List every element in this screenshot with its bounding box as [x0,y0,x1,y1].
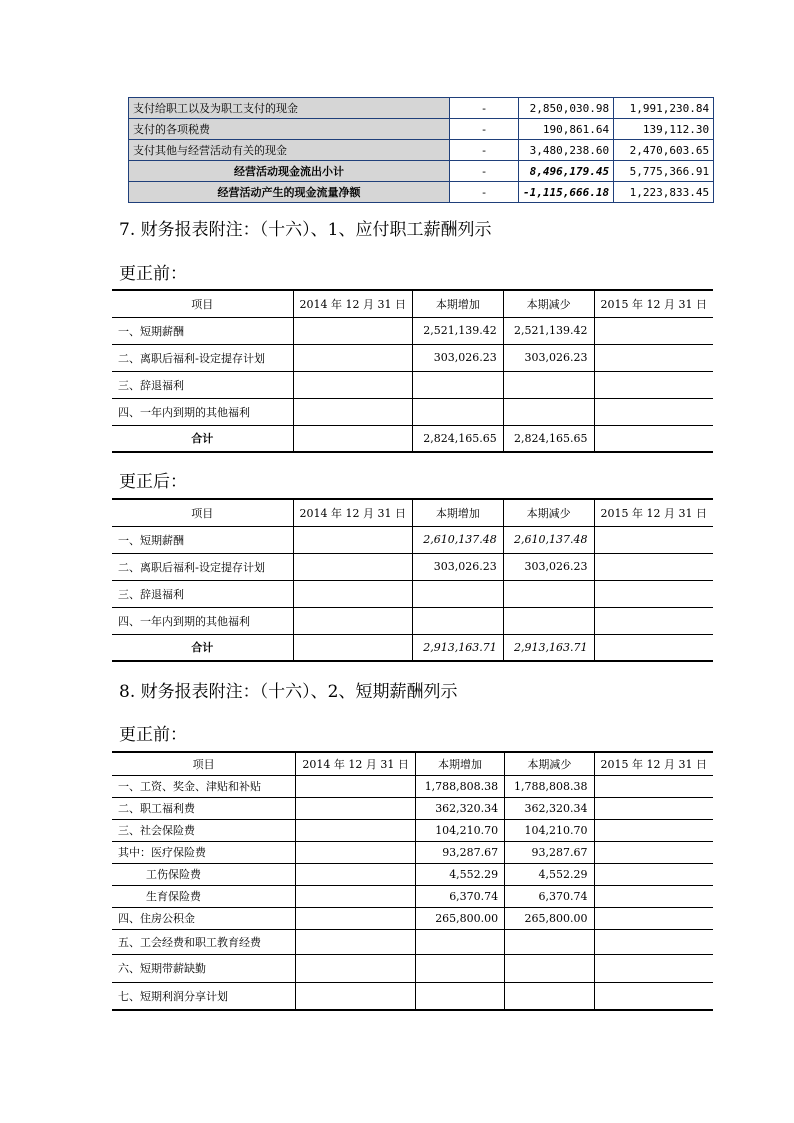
row-label: 三、辞退福利 [112,371,293,398]
cell: 93,287.67 [415,841,504,863]
row-label: 六、短期带薪缺勤 [112,954,296,982]
cell [296,885,415,907]
column-header: 本期增加 [413,499,504,526]
cell: 2,824,165.65 [503,425,594,452]
cell: 139,112.30 [614,119,714,140]
column-header: 本期减少 [503,499,594,526]
cell [293,425,412,452]
row-label: 一、短期薪酬 [112,317,293,344]
cell [415,982,504,1010]
table-total-row [112,634,713,661]
table-row [129,161,714,182]
row-label: 合计 [112,634,293,661]
cell [293,371,412,398]
cell [296,819,415,841]
table-row [112,863,713,885]
column-header: 项目 [112,499,293,526]
table-row [129,98,714,119]
cell [505,954,594,982]
cell: 2,913,163.71 [413,634,504,661]
cell: 2,521,139.42 [413,317,504,344]
table-row [112,553,713,580]
cell [594,797,713,819]
cell: - [450,182,519,203]
row-label: 三、社会保险费 [112,819,296,841]
cell [293,553,412,580]
row-label: 二、职工福利费 [112,797,296,819]
cell: 1,788,808.38 [415,775,504,797]
cell [594,553,713,580]
row-label: 其中：医疗保险费 [112,841,296,863]
cell [293,634,412,661]
cell: 190,861.64 [519,119,614,140]
cell: 1,223,833.45 [614,182,714,203]
column-header: 本期减少 [505,752,594,775]
table-row [112,371,713,398]
row-label: 工伤保险费 [112,863,296,885]
table-row [129,182,714,203]
before-label: 更正前： [119,264,187,284]
cell [503,607,594,634]
table-row [112,797,713,819]
table-row [112,954,713,982]
cell [594,607,713,634]
cell [296,907,415,929]
column-header: 2014 年 12 月 31 日 [293,290,412,317]
cell: 265,800.00 [505,907,594,929]
table-row [112,317,713,344]
cell: 104,210.70 [415,819,504,841]
cell [413,580,504,607]
table-row [112,841,713,863]
short-term-salary-table [112,751,713,1011]
column-header: 2015 年 12 月 31 日 [594,499,713,526]
cell [503,398,594,425]
cell [594,398,713,425]
cell: 93,287.67 [505,841,594,863]
salary-table-after [112,498,713,662]
cell [293,580,412,607]
cell: 4,552.29 [505,863,594,885]
cell: 2,913,163.71 [503,634,594,661]
cashflow-table [128,97,714,203]
cell [594,929,713,954]
table-header-row [112,752,713,775]
cell [594,954,713,982]
cell [594,317,713,344]
cell [594,580,713,607]
column-header: 本期减少 [503,290,594,317]
table-row [112,775,713,797]
cell [594,775,713,797]
cell [594,819,713,841]
cell [594,841,713,863]
cell: - [450,119,519,140]
cell: 303,026.23 [503,553,594,580]
cell [415,929,504,954]
cell [415,954,504,982]
table-header-row [112,499,713,526]
cell: 3,480,238.60 [519,140,614,161]
cell [413,607,504,634]
cell [296,954,415,982]
cell [594,982,713,1010]
section-8-heading: 8. 财务报表附注：（十六）、2、短期薪酬列示 [119,682,458,702]
cell [503,371,594,398]
cell: 2,470,603.65 [614,140,714,161]
cell: 1,788,808.38 [505,775,594,797]
cell: 303,026.23 [503,344,594,371]
table-row [112,344,713,371]
cell: -1,115,666.18 [519,182,614,203]
after-label: 更正后： [119,472,187,492]
cell [296,775,415,797]
row-label: 五、工会经费和职工教育经费 [112,929,296,954]
cell [594,344,713,371]
row-label: 七、短期利润分享计划 [112,982,296,1010]
salary-table-before [112,289,713,453]
cell [296,982,415,1010]
cell: 303,026.23 [413,344,504,371]
row-label: 一、短期薪酬 [112,526,293,553]
cell: 2,824,165.65 [413,425,504,452]
cell [594,425,713,452]
cell: 303,026.23 [413,553,504,580]
cell: 104,210.70 [505,819,594,841]
cell [505,982,594,1010]
row-label: 合计 [112,425,293,452]
table-row [112,398,713,425]
cell: - [450,161,519,182]
cell [413,371,504,398]
cell [293,317,412,344]
column-header: 本期增加 [415,752,504,775]
cell: 5,775,366.91 [614,161,714,182]
cell: 6,370.74 [505,885,594,907]
table-header-row [112,290,713,317]
cell: 1,991,230.84 [614,98,714,119]
cell: 265,800.00 [415,907,504,929]
column-header: 2015 年 12 月 31 日 [594,290,713,317]
column-header: 2015 年 12 月 31 日 [594,752,713,775]
cell [505,929,594,954]
table-row [112,580,713,607]
table-row [112,885,713,907]
cell: 362,320.34 [505,797,594,819]
cell [503,580,594,607]
row-label: 经营活动产生的现金流量净额 [129,182,450,203]
cell [293,398,412,425]
cell: 2,610,137.48 [503,526,594,553]
cell [296,841,415,863]
cell: 2,521,139.42 [503,317,594,344]
column-header: 项目 [112,290,293,317]
table-row [112,929,713,954]
column-header: 项目 [112,752,296,775]
table-row [129,140,714,161]
cell [296,863,415,885]
row-label: 四、一年内到期的其他福利 [112,398,293,425]
table-row [112,526,713,553]
cell [293,607,412,634]
cell [594,634,713,661]
row-label: 三、辞退福利 [112,580,293,607]
cell: 2,850,030.98 [519,98,614,119]
row-label: 一、工资、奖金、津贴和补贴 [112,775,296,797]
cell [594,371,713,398]
cell [594,885,713,907]
cell: 6,370.74 [415,885,504,907]
cell [413,398,504,425]
column-header: 2014 年 12 月 31 日 [293,499,412,526]
table-row [112,607,713,634]
cell [293,344,412,371]
row-label: 二、离职后福利-设定提存计划 [112,553,293,580]
column-header: 本期增加 [413,290,504,317]
cell [296,929,415,954]
before-label: 更正前： [119,725,187,745]
row-label: 支付给职工以及为职工支付的现金 [129,98,450,119]
cell [594,863,713,885]
table-total-row [112,425,713,452]
row-label: 经营活动现金流出小计 [129,161,450,182]
table-row [129,119,714,140]
table-row [112,982,713,1010]
table-row [112,819,713,841]
cell [594,526,713,553]
row-label: 四、住房公积金 [112,907,296,929]
cell: 8,496,179.45 [519,161,614,182]
row-label: 生育保险费 [112,885,296,907]
column-header: 2014 年 12 月 31 日 [296,752,415,775]
row-label: 支付的各项税费 [129,119,450,140]
row-label: 二、离职后福利-设定提存计划 [112,344,293,371]
cell: - [450,140,519,161]
row-label: 支付其他与经营活动有关的现金 [129,140,450,161]
row-label: 四、一年内到期的其他福利 [112,607,293,634]
section-7-heading: 7. 财务报表附注：（十六）、1、应付职工薪酬列示 [119,220,492,240]
cell [293,526,412,553]
cell: - [450,98,519,119]
cell: 362,320.34 [415,797,504,819]
table-row [112,907,713,929]
cell [594,907,713,929]
cell [296,797,415,819]
cell: 2,610,137.48 [413,526,504,553]
cell: 4,552.29 [415,863,504,885]
